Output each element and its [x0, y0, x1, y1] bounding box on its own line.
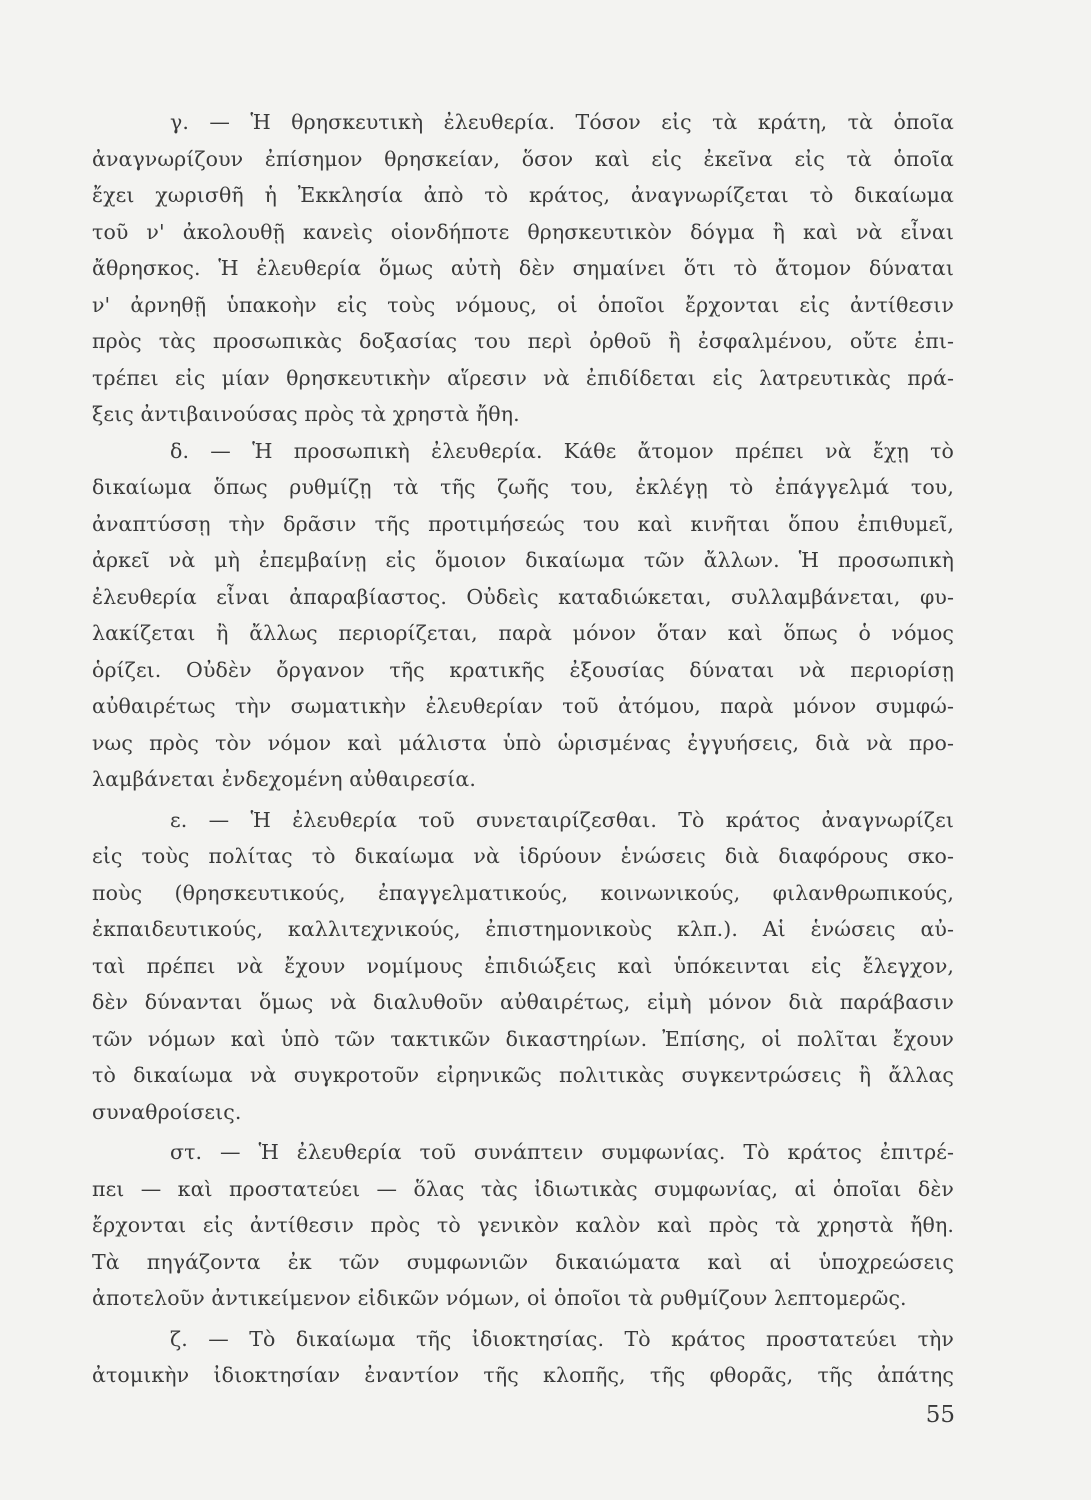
page-number: 55 [925, 1402, 955, 1428]
text-line: ἐκπαιδευτικούς, καλλιτεχνικούς, ἐπιστημονικοὺς κλπ.). Αἱ ἑνώσεις αὐ- [92, 917, 954, 941]
text-line: τοῦ ν' ἀκολουθῇ κανεὶς οἱονδήποτε θρησκευτικὸν δόγμα ἢ καὶ νὰ εἶναι [92, 219, 954, 244]
text-line: εἰς τοὺς πολίτας τὸ δικαίωμα νὰ ἱδρύουν ἑνώσεις διὰ διαφόρους σκο- [92, 844, 954, 868]
text-line: λακίζεται ἢ ἄλλως περιορίζεται, παρὰ μόνον ὅταν καὶ ὅπως ὁ νόμος [92, 621, 954, 645]
text-line: δικαίωμα ὅπως ρυθμίζῃ τὰ τῆς ζωῆς του, ἐκλέγῃ τὸ ἐπάγγελμά του, [92, 475, 954, 499]
text-line: ν' ἀρνηθῇ ὑπακοὴν εἰς τοὺς νόμους, οἱ ὁποῖοι ἔρχονται εἰς ἀντίθεσιν [92, 292, 954, 317]
text-line: ἔχει χωρισθῆ ἡ Ἐκκλησία ἀπὸ τὸ κράτος, ἀναγνωρίζεται τὸ δικαίωμα [92, 183, 954, 207]
text-line: τρέπει εἰς μίαν θρησκευτικὴν αἵρεσιν νὰ ἐπιδίδεται εἰς λατρευτικὰς πρά- [92, 365, 954, 390]
paragraph-association-freedom [92, 802, 954, 1131]
text-line: αὐθαιρέτως τὴν σωματικὴν ἐλευθερίαν τοῦ ἀτόμου, παρὰ μόνον συμφώ- [92, 694, 954, 718]
text-line: ἔρχονται εἰς ἀντίθεσιν πρὸς τὸ γενικὸν καλὸν καὶ πρὸς τὰ χρηστὰ ἤθη. [92, 1213, 954, 1237]
text-body [92, 104, 954, 1394]
text-line: Τὰ πηγάζοντα ἐκ τῶν συμφωνιῶν δικαιώματα καὶ αἱ ὑποχρεώσεις [92, 1249, 954, 1274]
text-line: συναθροίσεις. [92, 1099, 242, 1124]
text-line: ποὺς (θρησκευτικούς, ἐπαγγελματικούς, κοινωνικούς, φιλανθρωπικούς, [92, 880, 954, 905]
paragraph-religious-freedom [92, 104, 954, 433]
text-line: ἐλευθερία εἶναι ἀπαραβίαστος. Οὐδεὶς καταδιώκεται, συλλαμβάνεται, φυ- [92, 584, 954, 609]
paragraph-property-right [92, 1321, 954, 1394]
text-line: δὲν δύνανται ὅμως νὰ διαλυθοῦν αὐθαιρέτως, εἰμὴ μόνον διὰ παράβασιν [92, 990, 954, 1014]
text-line: ἀποτελοῦν ἀντικείμενον εἰδικῶν νόμων, οἱ ὁποῖοι τὰ ρυθμίζουν λεπτομερῶς. [92, 1286, 907, 1310]
text-line: στ. — Ἡ ἐλευθερία τοῦ συνάπτειν συμφωνίας. Τὸ κράτος ἐπιτρέ- [170, 1140, 954, 1164]
paragraph-personal-freedom [92, 433, 954, 798]
text-line: ἀναπτύσσῃ τὴν δρᾶσιν τῆς προτιμήσεώς του καὶ κινῆται ὅπου ἐπιθυμεῖ, [92, 511, 954, 536]
text-line: γ. — Ἡ θρησκευτικὴ ἐλευθερία. Τόσον εἰς τὰ κράτη, τὰ ὁποῖα [170, 110, 954, 134]
text-line: πει — καὶ προστατεύει — ὅλας τὰς ἰδιωτικὰς συμφωνίας, αἱ ὁποῖαι δὲν [92, 1176, 954, 1201]
text-line: ξεις ἀντιβαινούσας πρὸς τὰ χρηστὰ ἤθη. [92, 402, 520, 426]
text-line: πρὸς τὰς προσωπικὰς δοξασίας του περὶ ὀρθοῦ ἢ ἐσφαλμένου, οὔτε ἐπι- [92, 329, 954, 353]
text-line: ἀτομικὴν ἰδιοκτησίαν ἐναντίον τῆς κλοπῆς, τῆς φθορᾶς, τῆς ἀπάτης [92, 1363, 954, 1387]
text-line: ὁρίζει. Οὐδὲν ὄργανον τῆς κρατικῆς ἐξουσίας δύναται νὰ περιορίσῃ [92, 657, 954, 682]
text-line: ἀρκεῖ νὰ μὴ ἐπεμβαίνῃ εἰς ὅμοιον δικαίωμα τῶν ἄλλων. Ἡ προσωπικὴ [92, 548, 954, 572]
text-line: τὸ δικαίωμα νὰ συγκροτοῦν εἰρηνικῶς πολιτικὰς συγκεντρώσεις ἢ ἄλλας [92, 1063, 954, 1087]
text-line: ἀναγνωρίζουν ἐπίσημον θρησκείαν, ὅσον καὶ εἰς ἐκεῖνα εἰς τὰ ὁποῖα [92, 146, 954, 171]
text-line: δ. — Ἡ προσωπικὴ ἐλευθερία. Κάθε ἄτομον πρέπει νὰ ἔχῃ τὸ [170, 438, 954, 463]
text-line: ζ. — Τὸ δικαίωμα τῆς ἰδιοκτησίας. Τὸ κράτος προστατεύει τὴν [170, 1326, 954, 1351]
text-line: νως πρὸς τὸν νόμον καὶ μάλιστα ὑπὸ ὡρισμένας ἐγγυήσεις, διὰ νὰ προ- [92, 730, 954, 755]
paragraph-contract-freedom [92, 1134, 954, 1317]
text-line: ταὶ πρέπει νὰ ἔχουν νομίμους ἐπιδιώξεις καὶ ὑπόκεινται εἰς ἔλεγχον, [92, 953, 954, 978]
text-line: ἄθρησκος. Ἡ ἐλευθερία ὅμως αὐτὴ δὲν σημαίνει ὅτι τὸ ἄτομον δύναται [92, 256, 954, 280]
text-line: ε. — Ἡ ἐλευθερία τοῦ συνεταιρίζεσθαι. Τὸ κράτος ἀναγνωρίζει [170, 807, 954, 832]
text-line: λαμβάνεται ἐνδεχομένη αὐθαιρεσία. [92, 767, 476, 791]
text-line: τῶν νόμων καὶ ὑπὸ τῶν τακτικῶν δικαστηρίων. Ἐπίσης, οἱ πολῖται ἔχουν [92, 1026, 954, 1051]
